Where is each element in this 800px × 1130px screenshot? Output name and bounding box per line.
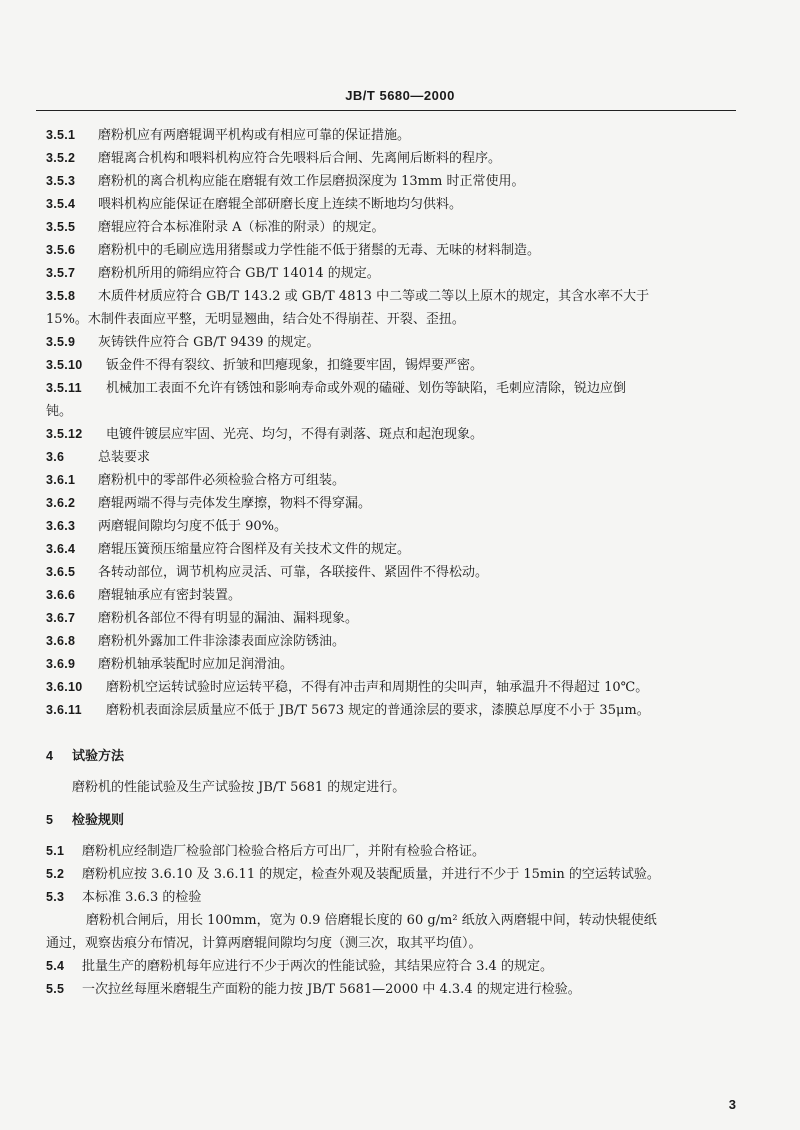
section-4-paragraph [46,776,736,799]
paragraph-text: 通过，观察齿痕分布情况，计算两磨辊间隙均匀度（测三次，取其平均值）。 [46,936,482,951]
clause-3-6-7 [46,607,736,630]
clause-text: 批量生产的磨粉机每年应进行不少于两次的性能试验，其结果应符合 3.4 的规定。 [82,959,553,974]
clause-text: 灰铸铁件应符合 GB/T 9439 的规定。 [98,335,320,350]
clause-number: 5.1 [46,844,65,858]
clause-text: 磨粉机中的零部件必须检验合格方可组装。 [98,473,346,488]
clause-3-5-8 [46,285,736,308]
clause-text: 各转动部位，调节机构应灵活、可靠，各联接件、紧固件不得松动。 [98,565,489,580]
clause-5-4 [46,955,736,978]
paragraph-text: 磨粉机合闸后，用长 100mm，宽为 0.9 倍磨辊长度的 60 g/m² 纸放入两磨辊中间，转动快辊使纸 [86,913,657,928]
clause-number: 3.6.10 [46,680,83,694]
clause-5-3-paragraph-line2 [46,932,736,955]
clause-3-5-3 [46,170,736,193]
clause-number: 3.5.12 [46,427,83,441]
clause-number: 3.6.3 [46,519,76,533]
clause-5-1 [46,840,736,863]
clause-number: 3.6.5 [46,565,76,579]
clause-number: 3.5.11 [46,381,82,395]
section-4-heading [46,745,736,768]
clause-text: 磨辊两端不得与壳体发生摩擦，物料不得穿漏。 [98,496,372,511]
clause-3-5-11 [46,377,736,400]
clause-number: 3.6.8 [46,634,76,648]
clause-text-line1: 木质件材质应符合 GB/T 143.2 或 GB/T 4813 中二等或二等以上原木的规定，其含水率不大于 [98,289,650,304]
spacer [46,722,736,745]
clause-text: 磨粉机空运转试验时应运转平稳，不得有冲击声和周期性的尖叫声，轴承温升不得超过 10℃。 [106,680,649,695]
clause-text: 磨粉机各部位不得有明显的漏油、漏料现象。 [98,611,359,626]
clause-number: 5.4 [46,959,65,973]
clause-5-3 [46,886,736,909]
clause-number: 5.5 [46,982,65,996]
clause-3-5-5 [46,216,736,239]
clause-3-6-5 [46,561,736,584]
clause-3-6-11 [46,699,736,722]
clause-number: 3.6.9 [46,657,76,671]
clause-number: 3.6.1 [46,473,76,487]
clause-3-5-7 [46,262,736,285]
clause-number: 3.5.5 [46,220,76,234]
clause-number: 3.6.11 [46,703,82,717]
clause-3-6-3 [46,515,736,538]
clause-number: 3.5.2 [46,151,76,165]
clause-3-5-6 [46,239,736,262]
clause-text-line1: 机械加工表面不允许有锈蚀和影响寿命或外观的磕碰、划伤等缺陷，毛刺应清除，锐边应倒 [106,381,627,396]
clause-5-2 [46,863,736,886]
clause-3-6-2 [46,492,736,515]
clause-number: 3.5.8 [46,289,76,303]
clause-number: 3.5.1 [46,128,76,142]
spacer [46,832,736,840]
clause-number: 5.2 [46,867,65,881]
paragraph-text: 磨粉机的性能试验及生产试验按 JB/T 5681 的规定进行。 [72,780,406,795]
clause-text: 磨辊离合机构和喂料机构应符合先喂料后合闸、先离闸后断料的程序。 [98,151,502,166]
clause-number: 3.5.6 [46,243,76,257]
clause-text: 磨粉机所用的筛绢应符合 GB/T 14014 的规定。 [98,266,380,281]
clause-text: 喂料机构应能保证在磨辊全部研磨长度上连续不断地均匀供料。 [98,197,463,212]
clause-3-6-4 [46,538,736,561]
spacer [46,799,736,809]
clause-3-5-2 [46,147,736,170]
clause-text: 两磨辊间隙均匀度不低于 90%。 [98,519,288,534]
clause-number: 3.5.4 [46,197,76,211]
clause-text: 磨粉机表面涂层质量应不低于 JB/T 5673 规定的普通涂层的要求，漆膜总厚度不小于 35μm。 [106,703,650,718]
clause-3-5-12 [46,423,736,446]
clause-3-6-9 [46,653,736,676]
clause-text: 磨辊压簧预压缩量应符合图样及有关技术文件的规定。 [98,542,411,557]
clause-number: 3.6.4 [46,542,76,556]
clause-3-5-9 [46,331,736,354]
clause-3-5-10 [46,354,736,377]
clause-text: 磨粉机应按 3.6.10 及 3.6.11 的规定，检查外观及装配质量，并进行不少于 15min 的空运转试验。 [82,867,660,882]
clause-5-3-paragraph-line1 [46,909,736,932]
section-number: 4 [46,749,54,763]
clause-text: 磨辊轴承应有密封装置。 [98,588,242,603]
clause-text: 本标准 3.6.3 的检验 [82,890,202,905]
page-number: 3 [728,1097,736,1112]
clause-3-5-1 [46,124,736,147]
clause-number: 5.3 [46,890,65,904]
clause-5-5 [46,978,736,1001]
clause-text: 磨粉机中的毛刷应选用猪鬃或力学性能不低于猪鬃的无毒、无味的材料制造。 [98,243,541,258]
clause-3-6-1 [46,469,736,492]
clause-text: 磨粉机应有两磨辊调平机构或有相应可靠的保证措施。 [98,128,411,143]
document-header: JB/T 5680—2000 [345,88,455,103]
clause-text: 磨辊应符合本标准附录 A（标准的附录）的规定。 [98,220,385,235]
section-title: 试验方法 [72,749,125,764]
clause-text: 磨粉机轴承装配时应加足润滑油。 [98,657,294,672]
clause-number: 3.6.7 [46,611,76,625]
clause-number: 3.5.3 [46,174,76,188]
section-3-6-heading [46,446,736,469]
clause-text: 电镀件镀层应牢固、光亮、均匀，不得有剥落、斑点和起泡现象。 [106,427,484,442]
clause-text: 一次拉丝每厘米磨辊生产面粉的能力按 JB/T 5681—2000 中 4.3.4 的规定进行检验。 [82,982,581,997]
clause-text: 钣金件不得有裂纹、折皱和凹瘪现象，扣缝要牢固，锡焊要严密。 [106,358,484,373]
section-5-heading [46,809,736,832]
clause-number: 3.6.6 [46,588,76,602]
spacer [46,768,736,776]
clause-3-6-6 [46,584,736,607]
clause-text: 磨粉机外露加工件非涂漆表面应涂防锈油。 [98,634,346,649]
clause-text-line2: 钝。 [46,404,73,419]
clause-3-5-4 [46,193,736,216]
clause-number: 3.5.10 [46,358,83,372]
section-title: 检验规则 [72,813,125,828]
clause-3-6-10 [46,676,736,699]
header-rule [36,110,736,111]
clause-text-line2: 15%。木制件表面应平整，无明显翘曲，结合处不得崩茬、开裂、歪扭。 [46,312,465,327]
section-number: 3.6 [46,450,65,464]
clause-number: 3.5.7 [46,266,76,280]
clause-text: 磨粉机的离合机构应能在磨辊有效工作层磨损深度为 13mm 时正常使用。 [98,174,525,189]
clause-number: 3.6.2 [46,496,76,510]
section-number: 5 [46,813,54,827]
clause-3-5-8-continued [46,308,736,331]
section-title: 总装要求 [98,450,151,465]
clause-number: 3.5.9 [46,335,76,349]
clause-3-6-8 [46,630,736,653]
clause-3-5-11-continued [46,400,736,423]
clause-text: 磨粉机应经制造厂检验部门检验合格后方可出厂，并附有检验合格证。 [82,844,486,859]
document-body [46,124,736,1001]
